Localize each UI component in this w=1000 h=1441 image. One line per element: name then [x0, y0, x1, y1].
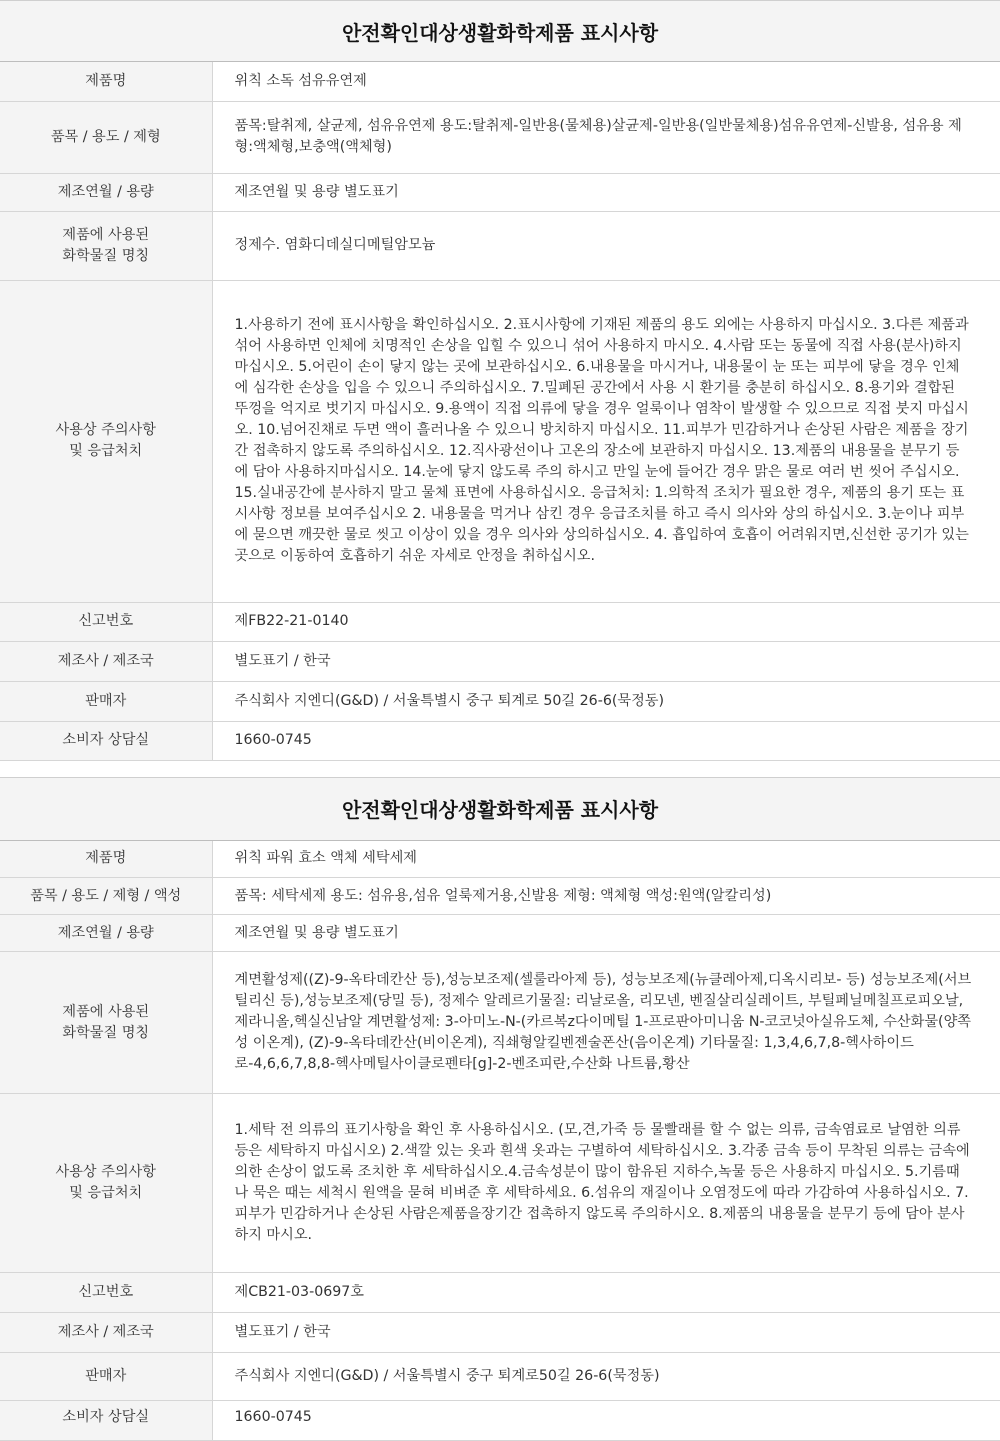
table-row	[0, 173, 1000, 211]
label-section-2	[0, 777, 1000, 1441]
table-row	[0, 602, 1000, 641]
table-row	[0, 915, 1000, 952]
table-row	[0, 1273, 1000, 1313]
row-value-consumer-center: 1660-0745	[212, 1401, 1000, 1441]
row-label-seller: 판매자	[0, 681, 212, 721]
section-title: 안전확인대상생활화학제품 표시사항	[0, 777, 1000, 841]
section-gap	[0, 761, 1000, 777]
row-value-precautions: 1.세탁 전 의류의 표기사항을 확인 후 사용하십시오. (모,견,가죽 등 물빨래를 할 수 없는 의류, 금속염료로 날염한 의류 등은 세탁하지 마십시오) 2.색깔 있는 옷과 흰색 옷과는 구별하여 세탁하십시오. 3.각종 금속 등이 무착된 의류는 금속에 의한 손상이 없도록 조치한 후 세탁하십시오.4.금속성분이 많이 함유된 지하수,녹물 등은 사용하지 마십시오. 5.기름때나 묵은 때는 세척시 원액을 묻혀 비벼준 후 세탁하세요. 6.섬유의 재질이나 오염정도에 따라 가감하여 사용하십시오. 7.피부가 민감하거나 손상된 사람은제품을장기간 접촉하지 않도록 주의하시오. 8.제품의 내용물을 분무기 등에 담아 분사하지 마시오.	[212, 1094, 1000, 1273]
table-row	[0, 1313, 1000, 1353]
row-label-product-name: 제품명	[0, 62, 212, 101]
row-value-category: 품목: 세탁세제 용도: 섬유용,섬유 얼룩제거용,신발용 제형: 액체형 액성:원액(알칼리성)	[212, 878, 1000, 915]
row-label-chemicals: 제품에 사용된 화학물질 명칭	[0, 952, 212, 1094]
row-label-manufacturer: 제조사 / 제조국	[0, 641, 212, 681]
row-label-category: 품목 / 용도 / 제형	[0, 101, 212, 173]
table-row	[0, 641, 1000, 681]
row-label-manufacture-date: 제조연월 / 용량	[0, 915, 212, 952]
table-row	[0, 1401, 1000, 1441]
row-label-manufacturer: 제조사 / 제조국	[0, 1313, 212, 1353]
row-label-manufacture-date: 제조연월 / 용량	[0, 173, 212, 211]
table-row	[0, 211, 1000, 280]
table-row	[0, 280, 1000, 602]
row-value-manufacturer: 별도표기 / 한국	[212, 1313, 1000, 1353]
table-row	[0, 101, 1000, 173]
row-value-manufacturer: 별도표기 / 한국	[212, 641, 1000, 681]
info-table	[0, 62, 1000, 761]
table-row	[0, 1353, 1000, 1401]
row-value-report-number: 제CB21-03-0697호	[212, 1273, 1000, 1313]
row-label-chemicals: 제품에 사용된 화학물질 명칭	[0, 211, 212, 280]
row-label-consumer-center: 소비자 상담실	[0, 1401, 212, 1441]
table-row	[0, 681, 1000, 721]
row-label-consumer-center: 소비자 상담실	[0, 721, 212, 760]
table-row	[0, 62, 1000, 101]
row-value-product-name: 위칙 소독 섬유유연제	[212, 62, 1000, 101]
row-value-product-name: 위칙 파워 효소 액체 세탁세제	[212, 841, 1000, 878]
row-value-chemicals: 정제수. 염화디데실디메틸암모늄	[212, 211, 1000, 280]
table-row	[0, 721, 1000, 760]
row-label-seller: 판매자	[0, 1353, 212, 1401]
section-title: 안전확인대상생활화학제품 표시사항	[0, 0, 1000, 62]
table-row	[0, 952, 1000, 1094]
row-value-report-number: 제FB22-21-0140	[212, 602, 1000, 641]
row-value-manufacture-date: 제조연월 및 용량 별도표기	[212, 915, 1000, 952]
row-label-report-number: 신고번호	[0, 602, 212, 641]
row-label-precautions: 사용상 주의사항 및 응급처치	[0, 1094, 212, 1273]
table-row	[0, 841, 1000, 878]
info-table	[0, 841, 1000, 1441]
table-row	[0, 878, 1000, 915]
row-value-seller: 주식회사 지엔디(G&D) / 서울특별시 중구 퇴계로50길 26-6(묵정동)	[212, 1353, 1000, 1401]
row-label-precautions: 사용상 주의사항 및 응급처치	[0, 280, 212, 602]
table-row	[0, 1094, 1000, 1273]
row-value-precautions: 1.사용하기 전에 표시사항을 확인하십시오. 2.표시사항에 기재된 제품의 용도 외에는 사용하지 마십시오. 3.다른 제품과 섞어 사용하면 인체에 치명적인 손상을 입힐 수 있으니 섞어 사용하지 마시오. 4.사람 또는 동물에 직접 사용(분사)하지 마십시오. 5.어린이 손이 닿지 않는 곳에 보관하십시오. 6.내용물을 마시거나, 내용물이 눈 또는 피부에 닿을 경우 인체에 심각한 손상을 입을 수 있으니 주의하십시오. 7.밀폐된 공간에서 사용 시 환기를 충분히 하십시오. 8.용기와 결합된 뚜껑을 억지로 벗기지 마십시오. 9.용액이 직접 의류에 닿을 경우 얼룩이나 염착이 발생할 수 있으므로 직접 붓지 마십시오. 10.넘어진채로 두면 액이 흘러나올 수 있으니 방치하지 마십시오. 11.피부가 민감하거나 손상된 사람은 제품을 장기간 접촉하지 않도록 주의하십시오. 12.직사광선이나 고온의 장소에 보관하지 마십시오. 13.제품의 내용물을 분무기 등에 담아 사용하지마십시오. 14.눈에 닿지 않도록 주의 하시고 만일 눈에 들어간 경우 맑은 물로 여러 번 씻어 주십시오. 15.실내공간에 분사하지 말고 물체 표면에 사용하십시오. 응급처치: 1.의학적 조치가 필요한 경우, 제품의 용기 또는 표시사항 정보를 보여주십시오 2. 내용물을 먹거나 삼킨 경우 응급조치를 하고 즉시 의사와 상의 하십시오. 3.눈이나 피부에 묻으면 깨끗한 물로 씻고 이상이 있을 경우 의사와 상의하십시오. 4. 흡입하여 호흡이 어려워지면,신선한 공기가 있는 곳으로 이동하여 호흡하기 쉬운 자세로 안정을 취하십시오.	[212, 280, 1000, 602]
row-value-manufacture-date: 제조연월 및 용량 별도표기	[212, 173, 1000, 211]
row-value-consumer-center: 1660-0745	[212, 721, 1000, 760]
row-label-report-number: 신고번호	[0, 1273, 212, 1313]
row-value-seller: 주식회사 지엔디(G&D) / 서울특별시 중구 퇴계로 50길 26-6(묵정동)	[212, 681, 1000, 721]
row-value-category: 품목:탈취제, 살균제, 섬유유연제 용도:탈취제-일반용(물체용)살균제-일반용(일반물체용)섬유유연제-신발용, 섬유용 제형:액체형,보충액(액체형)	[212, 101, 1000, 173]
row-label-product-name: 제품명	[0, 841, 212, 878]
row-value-chemicals: 계면활성제((Z)-9-옥타데칸산 등),성능보조제(셀룰라아제 등), 성능보조제(뉴클레아제,디옥시리보- 등) 성능보조제(서브틸리신 등),성능보조제(당밀 등), 정제수 알레르기물질: 리날로올, 리모넨, 벤질살리실레이트, 부틸페닐메칠프로피오날, 제라니올,헥실신남알 계면활성제: 3-아미노-N-(카르복z다이메틸 1-프로판아미니움 N-코코넛아실유도체, 수산화물(양쪽성 이온계), (Z)-9-옥타데칸산(비이온계), 직쇄형알킬벤젠술폰산(음이온계) 기타물질: 1,3,4,6,7,8-헥사하이드로-4,6,6,7,8,8-헥사메틸사이클로펜타[g]-2-벤조피란,수산화 나트륨,황산	[212, 952, 1000, 1094]
row-label-category: 품목 / 용도 / 제형 / 액성	[0, 878, 212, 915]
